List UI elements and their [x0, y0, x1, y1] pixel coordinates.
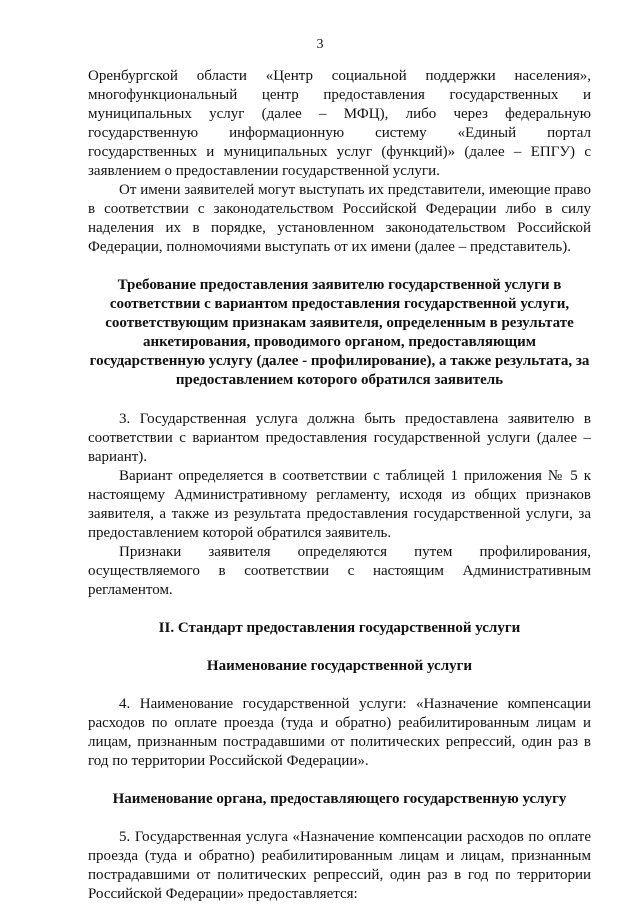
paragraph-item-5: 5. Государственная услуга «Назначение компенсации расходов по оплате проезда (туда и обратно) реабилитированным лицам и лицам, признанным пострадавшими от политических репрессий, один раз в год по территории Российской Федерации» предоставляется:: [88, 829, 591, 902]
document-body: [88, 67, 591, 904]
section-heading-providing-authority: Наименование органа, предоставляющего государственную услугу: [112, 791, 567, 807]
section-heading-variant-requirement: Требование предоставления заявителю государственной услуги в соответствии с вариантом предоставления государственной услуги, соответствующим признакам заявителя, определенным в результате анкетирования, проводимого органом, предоставляющим государственную услугу (далее - профилирование), а также результата, за предоставлением которого обратился заявитель: [89, 277, 590, 388]
section-heading-standard: II. Стандарт предоставления государственной услуги: [158, 620, 521, 636]
paragraph-representatives: От имени заявителей могут выступать их представители, имеющие право в соответствии с законодательством Российской Федерации либо в силу наделения их в порядке, установленном законодательством Российской Федерации, полномочиями выступать от их имени (далее – представитель).: [88, 182, 591, 255]
page-number: 3: [316, 37, 324, 52]
paragraph-variant-definition: Вариант определяется в соответствии с таблицей 1 приложения № 5 к настоящему Административному регламенту, исходя из общих признаков заявителя, а также из результата предоставления государственной услуги, за предоставлением которой обратился заявитель.: [88, 468, 591, 541]
section-heading-service-name: Наименование государственной услуги: [206, 658, 473, 674]
paragraph-applicant-features: Признаки заявителя определяются путем профилирования, осуществляемого в соответствии с настоящим Административным регламентом.: [88, 544, 591, 598]
paragraph-mfc-epgu: Оренбургской области «Центр социальной поддержки населения», многофункциональный центр предоставления государственных и муниципальных услуг (далее – МФЦ), либо через федеральную государственную информационную систему «Единый портал государственных и муниципальных услуг (функций)» (далее – ЕПГУ) с заявлением о предоставлении государственной услуги.: [88, 68, 591, 179]
paragraph-item-3: 3. Государственная услуга должна быть предоставлена заявителю в соответствии с вариантом предоставления государственной услуги (далее – вариант).: [88, 411, 591, 465]
paragraph-item-4: 4. Наименование государственной услуги: «Назначение компенсации расходов по оплате проезда (туда и обратно) реабилитированным лицам и лицам, признанным пострадавшими от политических репрессий, один раз в год по территории Российской Федерации».: [88, 696, 591, 769]
